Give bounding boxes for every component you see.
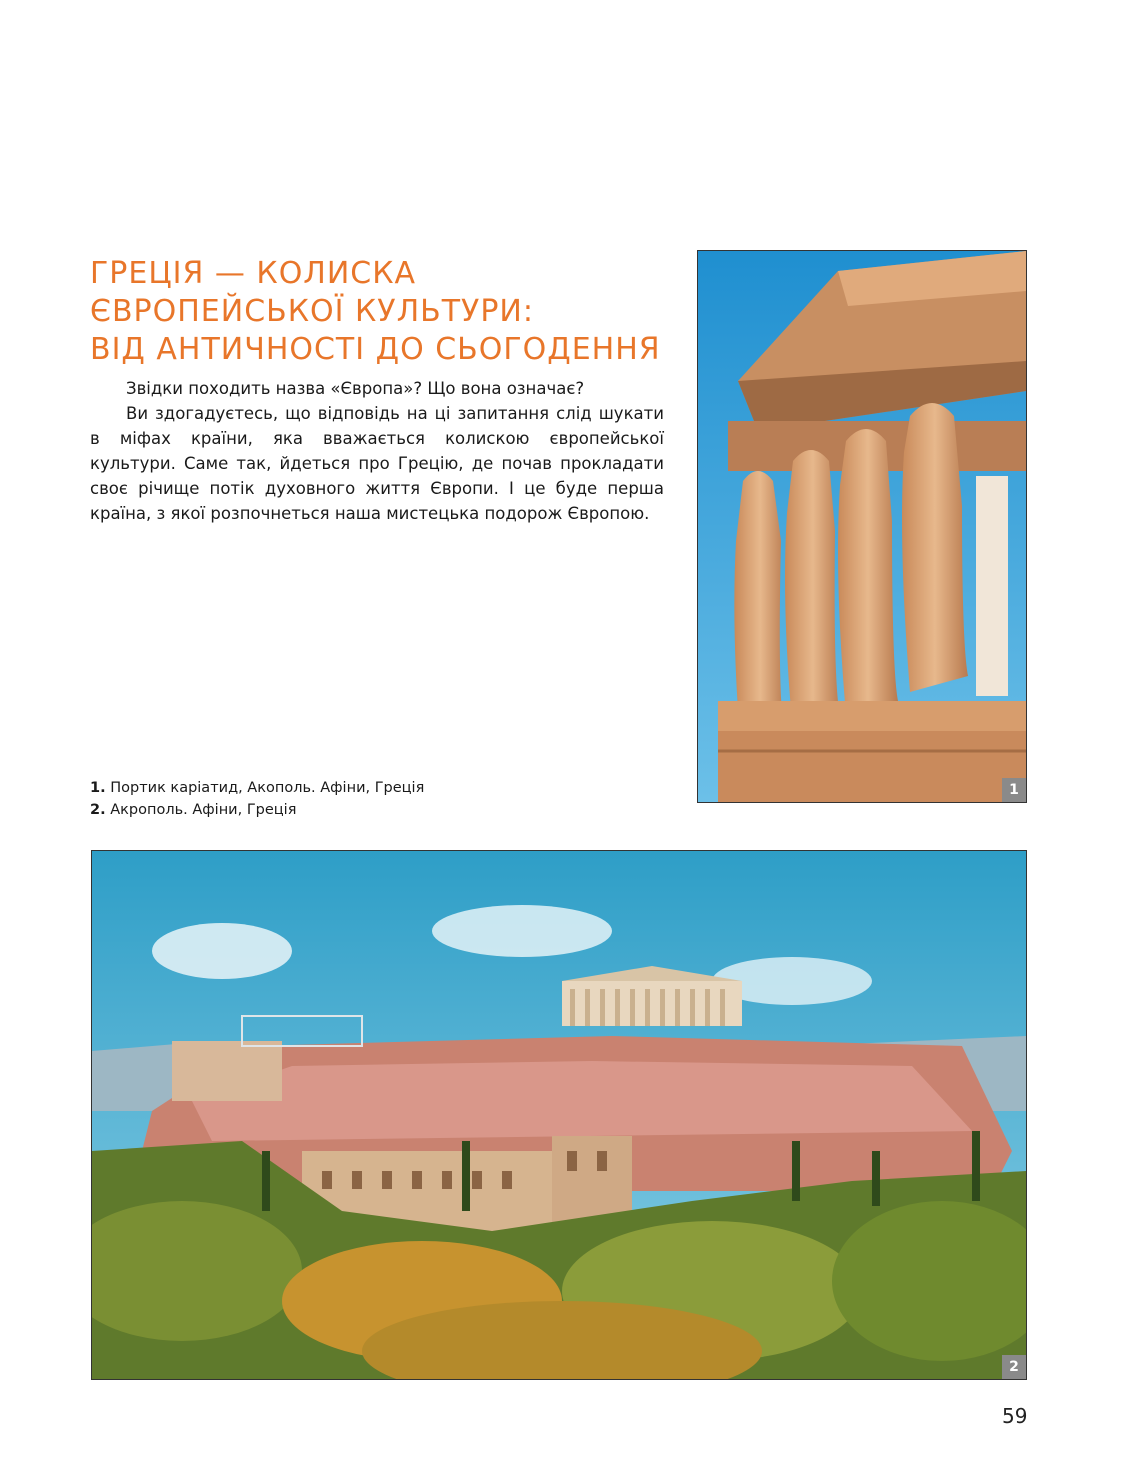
page-number: 59 <box>1002 1404 1028 1428</box>
photo-captions <box>90 777 424 821</box>
caryatids-photo <box>697 250 1027 803</box>
title-line-1: ГРЕЦІЯ — КОЛИСКА <box>90 256 417 291</box>
caption-1 <box>90 777 424 799</box>
paragraph-2: Ви здогадуєтесь, що відповідь на ці запитання слід шукати в міфах країни, яка вважається колискою європейської культури. Саме так, йдеться про Грецію, де почав прокладати своє річище потік духовного життя Європи. І це буде перша країна, з якої розпочнеться наша мистецька подорож Європою. <box>90 404 664 523</box>
section-title <box>90 255 661 369</box>
body-text <box>90 376 664 526</box>
caption-2-number: 2. <box>90 802 106 818</box>
caption-2 <box>90 799 424 821</box>
caryatids-illustration <box>698 251 1026 802</box>
acropolis-illustration <box>92 851 1026 1379</box>
photo-number-badge: 1 <box>1002 778 1026 802</box>
caption-1-text: Портик каріатид, Акополь. Афіни, Греція <box>110 780 425 796</box>
photo-number-badge: 2 <box>1002 1355 1026 1379</box>
acropolis-photo <box>91 850 1027 1380</box>
paragraph-1: Звідки походить назва «Європа»? Що вона означає? <box>126 379 585 398</box>
title-line-3: ВІД АНТИЧНОСТІ ДО СЬОГОДЕННЯ <box>90 332 661 367</box>
caption-2-text: Акрополь. Афіни, Греція <box>110 802 297 818</box>
caption-1-number: 1. <box>90 780 106 796</box>
title-line-2: ЄВРОПЕЙСЬКОЇ КУЛЬТУРИ: <box>90 294 534 329</box>
